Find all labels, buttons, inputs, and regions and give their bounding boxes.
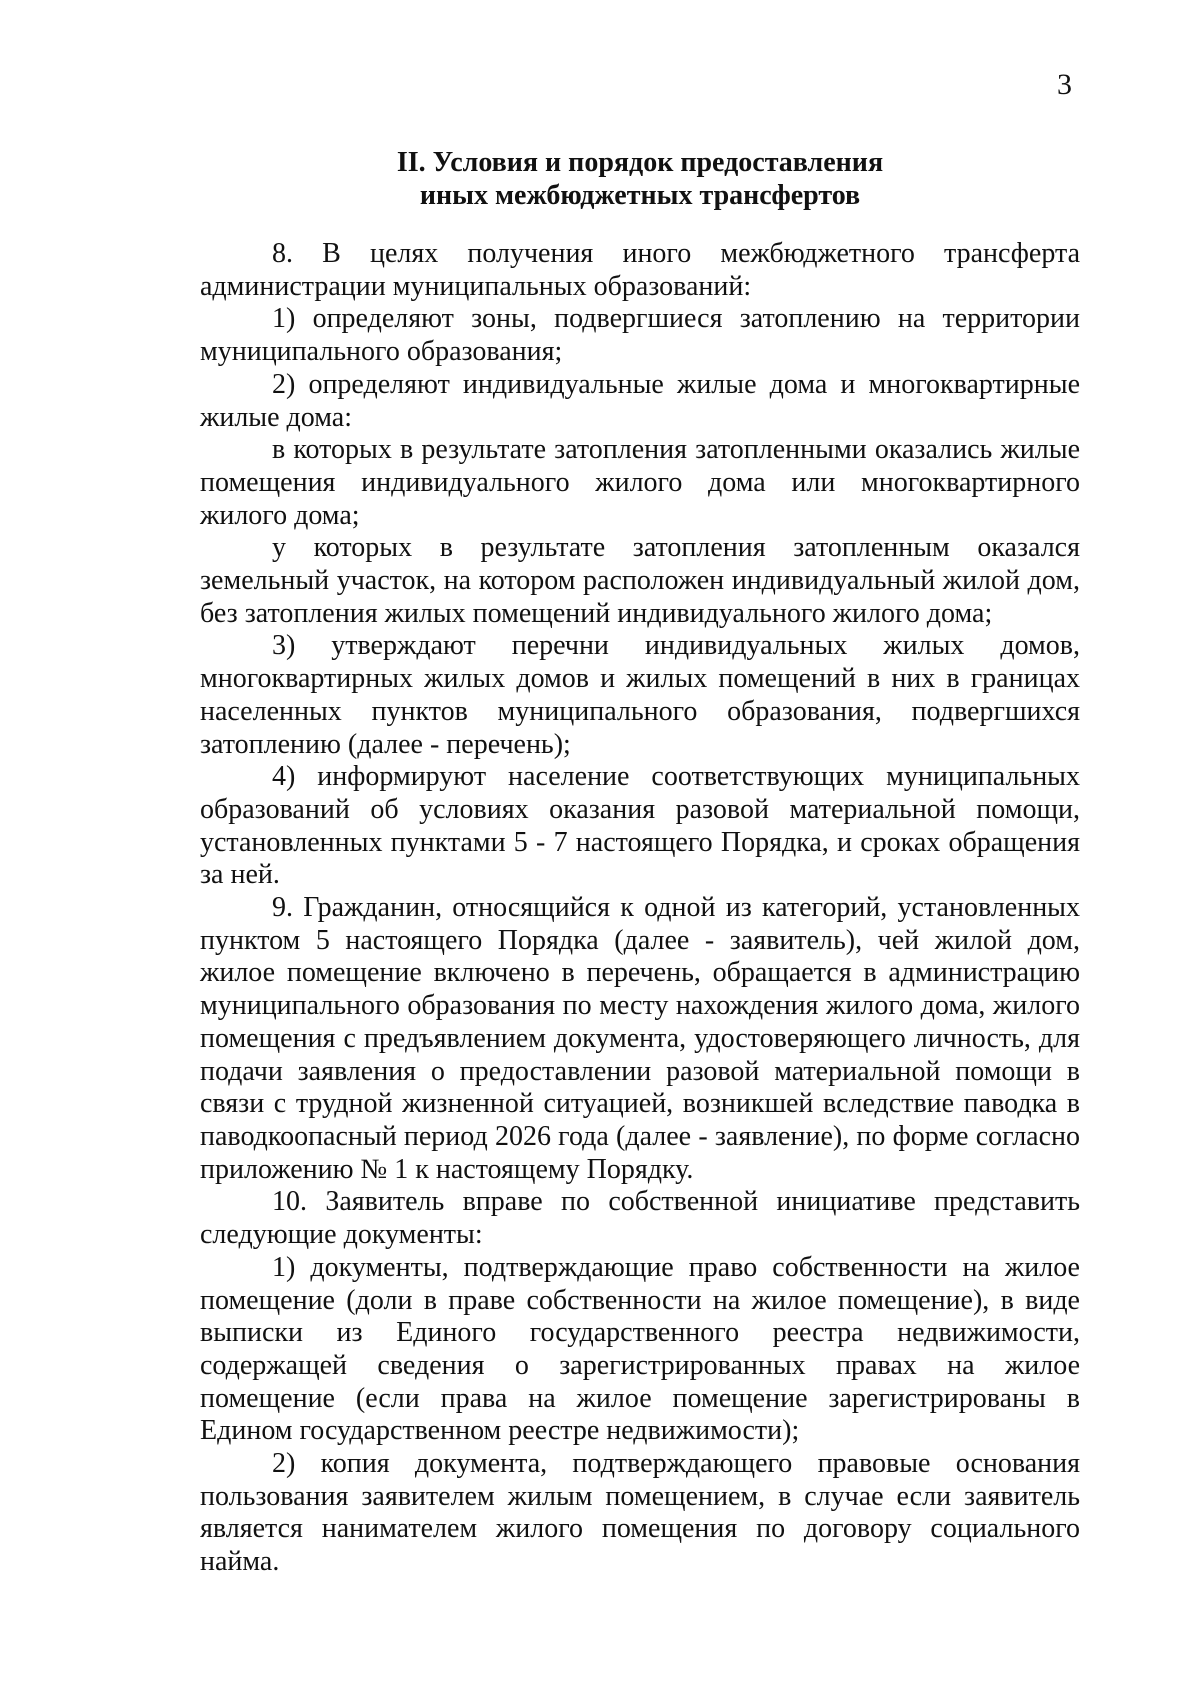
paragraph: 4) информируют население соответствующих муниципальных образований об условиях оказания разовой материальной помощи, установленных пунктами 5 - 7 настоящего Порядка, и сроках обращения за ней. xyxy=(200,761,1080,891)
section-heading-line-1: II. Условия и порядок предоставления xyxy=(396,147,884,178)
paragraph: в которых в результате затопления затопленными оказались жилые помещения индивидуального жилого дома или многоквартирного жилого дома; xyxy=(200,434,1080,531)
paragraph: у которых в результате затопления затопленным оказался земельный участок, на котором расположен индивидуальный жилой дом, без затопления жилых помещений индивидуального жилого дома; xyxy=(200,532,1080,629)
paragraph: 2) копия документа, подтверждающего правовые основания пользования заявителем жилым помещением, в случае если заявитель является нанимателем жилого помещения по договору социального найма. xyxy=(200,1448,1080,1578)
paragraph: 10. Заявитель вправе по собственной инициативе представить следующие документы: xyxy=(200,1186,1080,1251)
paragraph: 2) определяют индивидуальные жилые дома и многоквартирные жилые дома: xyxy=(200,368,1080,433)
section-heading-line-2: иных межбюджетных трансфертов xyxy=(419,180,861,211)
paragraph: 9. Гражданин, относящийся к одной из категорий, установленных пунктом 5 настоящего Порядка (далее - заявитель), чей жилой дом, жилое помещение включено в перечень, обращается в администрацию муниципального образования по месту нахождения жилого дома, жилого помещения с предъявлением документа, удостоверяющего личность, для подачи заявления о предоставлении разовой материальной помощи в связи с трудной жизненной ситуацией, возникшей вследствие паводка в паводкоопасный период 2026 года (далее - заявление), по форме согласно приложению № 1 к настоящему Порядку. xyxy=(200,892,1080,1185)
document-body xyxy=(200,238,1080,1579)
paragraph: 1) документы, подтверждающие право собственности на жилое помещение (доли в праве собственности на жилое помещение), в виде выписки из Единого государственного реестра недвижимости, содержащей сведения о зарегистрированных правах на жилое помещение (если права на жилое помещение зарегистрированы в Едином государственном реестре недвижимости); xyxy=(200,1251,1080,1447)
paragraph: 3) утверждают перечни индивидуальных жилых домов, многоквартирных жилых домов и жилых помещений в них в границах населенных пунктов муниципального образования, подвергшихся затоплению (далее - перечень); xyxy=(200,630,1080,760)
paragraph: 1) определяют зоны, подвергшиеся затоплению на территории муниципального образования; xyxy=(200,303,1080,368)
section-heading xyxy=(200,146,1080,212)
page-number: 3 xyxy=(1057,68,1072,101)
paragraph: 8. В целях получения иного межбюджетного трансферта администрации муниципальных образований: xyxy=(200,238,1080,302)
